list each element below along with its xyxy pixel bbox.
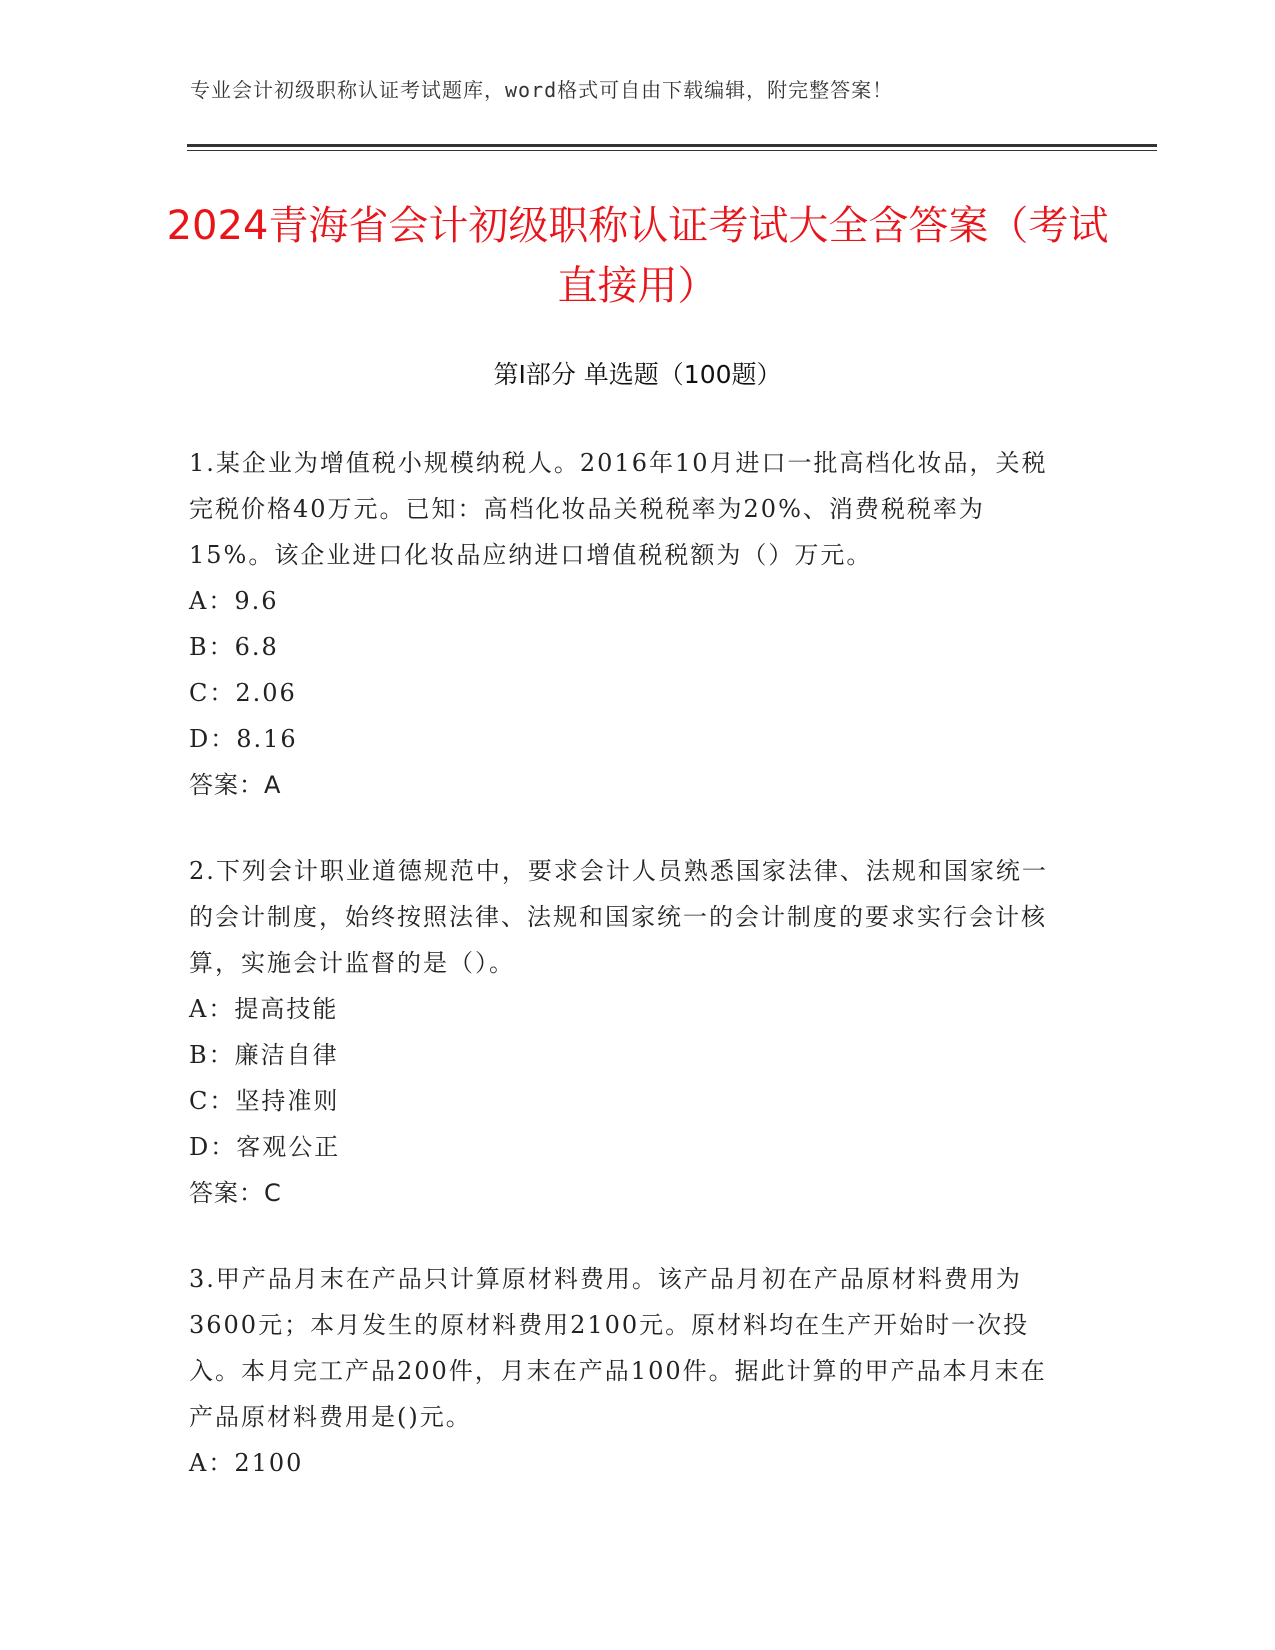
question-1 xyxy=(189,440,1069,808)
answer: 答案：A xyxy=(189,771,282,799)
answer: 答案：C xyxy=(189,1179,282,1207)
option-b: B：廉洁自律 xyxy=(189,1041,339,1069)
header-note: 专业会计初级职称认证考试题库，word格式可自由下载编辑，附完整答案！ xyxy=(190,78,894,102)
option-d: D：客观公正 xyxy=(189,1133,341,1161)
option-a: A：提高技能 xyxy=(189,995,339,1023)
question-stem: 1.某企业为增值税小规模纳税人。2016年10月进口一批高档化妆品，关税完税价格40万元。已知：高档化妆品关税税率为20%、消费税税率为15%。该企业进口化妆品应纳进口增值税税额为（）万元。 xyxy=(189,449,1048,569)
option-d: D：8.16 xyxy=(189,725,298,753)
option-a: A：9.6 xyxy=(189,587,279,615)
header-rule-thin xyxy=(187,150,1157,151)
option-b: B：6.8 xyxy=(189,633,279,661)
option-a: A：2100 xyxy=(189,1449,304,1477)
document-title: 2024青海省会计初级职称认证考试大全含答案（考试直接用） xyxy=(166,203,1109,309)
section-heading: 第I部分 单选题（100题） xyxy=(493,360,782,389)
header-rule-thick xyxy=(187,144,1157,147)
question-stem: 3.甲产品月末在产品只计算原材料费用。该产品月初在产品原材料费用为3600元；本月发生的原材料费用2100元。原材料均在生产开始时一次投入。本月完工产品200件，月末在产品100件。据此计算的甲产品本月末在产品原材料费用是()元。 xyxy=(189,1265,1047,1431)
option-c: C：2.06 xyxy=(189,679,297,707)
question-2 xyxy=(189,848,1069,1216)
option-c: C：坚持准则 xyxy=(189,1087,340,1115)
question-3 xyxy=(189,1256,1069,1486)
question-list xyxy=(189,440,1069,1526)
question-stem: 2.下列会计职业道德规范中，要求会计人员熟悉国家法律、法规和国家统一的会计制度，始终按照法律、法规和国家统一的会计制度的要求实行会计核算，实施会计监督的是（）。 xyxy=(189,857,1048,977)
